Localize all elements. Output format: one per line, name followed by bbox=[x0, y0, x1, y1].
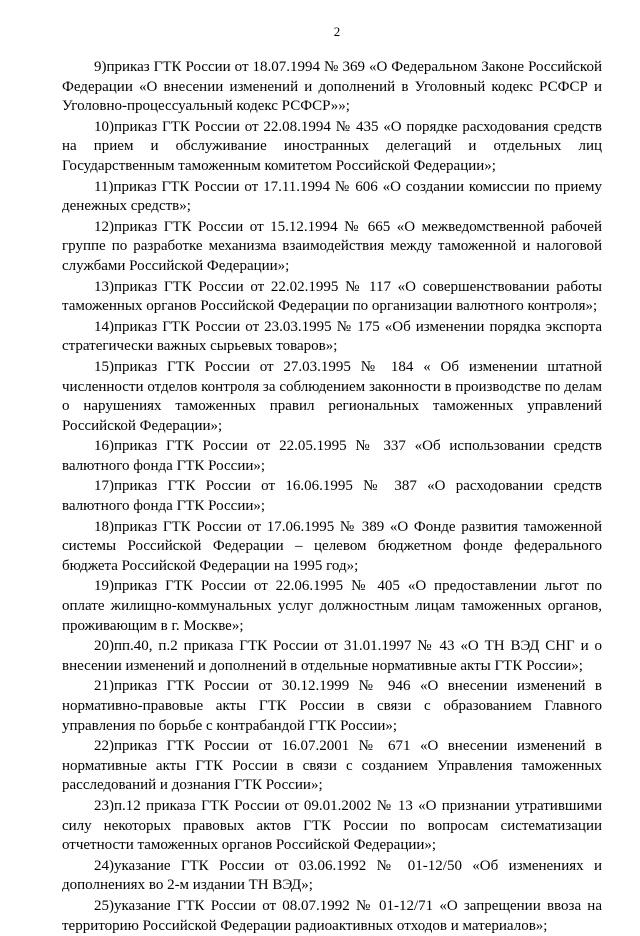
list-item: 17)приказ ГТК России от 16.06.1995 № 387 «О расходовании средств валютного фонда ГТК России»; bbox=[62, 478, 602, 515]
list-item: 14)приказ ГТК России от 23.03.1995 № 175 «Об изменении порядка экспорта стратегически важных сырьевых товаров»; bbox=[62, 318, 602, 355]
list-item: 20)пп.40, п.2 приказа ГТК России от 31.01.1997 № 43 «О ТН ВЭД СНГ и о внесении изменений и дополнений в отдельные нормативные акты ГТК России»; bbox=[62, 638, 602, 674]
list-item: 22)приказ ГТК России от 16.07.2001 № 671 «О внесении изменений в нормативные акты ГТК России в связи с созданием Управления таможенных расследований и дознания ГТК России»; bbox=[62, 738, 602, 794]
list-item: 12)приказ ГТК России от 15.12.1994 № 665 «О межведомственной рабочей группе по разработке механизма взаимодействия между таможенной и налоговой службами Российской Федерации»; bbox=[62, 218, 602, 274]
list-item: 23)п.12 приказа ГТК России от 09.01.2002 № 13 «О признании утратившими силу некоторых правовых актов ГТК России по вопросам систематизации отчетности таможенных органов Российской Федерации»; bbox=[62, 797, 602, 854]
list-item: 19)приказ ГТК России от 22.06.1995 № 405 «О предоставлении льгот по оплате жилищно-коммунальных услуг должностным лицам таможенных органов, проживающим в г. Москве»; bbox=[62, 578, 602, 634]
list-item: 21)приказ ГТК России от 30.12.1999 № 946 «О внесении изменений в нормативно-правовые акты ГТК России в связи с образованием Главного управления по борьбе с контрабандой ГТК России»; bbox=[62, 678, 602, 734]
list-item: 10)приказ ГТК России от 22.08.1994 № 435 «О порядке расходования средств на прием и обслуживание иностранных делегаций и отдельных лиц Государственным таможенным комитетом Российской Федерации»; bbox=[62, 118, 602, 174]
list-item: 9)приказ ГТК России от 18.07.1994 № 369 «О Федеральном Законе Российской Федерации «О внесении изменений и дополнений в Уголовный кодекс РСФСР и Уголовно-процессуальный кодекс РСФСР»»; bbox=[62, 59, 602, 115]
document-item-list bbox=[62, 58, 602, 936]
list-item: 15)приказ ГТК России от 27.03.1995 № 184 « Об изменении штатной численности отделов контроля за соблюдением законности в производстве по делам о нарушениях таможенных правил региональных таможенных управлений Российской Федерации»; bbox=[62, 358, 602, 434]
list-item: 16)приказ ГТК России от 22.05.1995 № 337 «Об использовании средств валютного фонда ГТК России»; bbox=[62, 438, 602, 474]
list-item: 24)указание ГТК России от 03.06.1992 № 01-12/50 «Об изменениях и дополнениях во 2-м издании ТН ВЭД»; bbox=[62, 857, 602, 894]
list-item: 25)указание ГТК России от 08.07.1992 № 01-12/71 «О запрещении ввоза на территорию Российской Федерации радиоактивных отходов и материалов»; bbox=[62, 897, 602, 934]
page-number: 2 bbox=[333, 24, 341, 39]
list-item: 18)приказ ГТК России от 17.06.1995 № 389 «О Фонде развития таможенной системы Российской Федерации – целевом бюджетном фонде федерального бюджета Российской Федерации на 1995 год»; bbox=[62, 518, 602, 574]
list-item: 11)приказ ГТК России от 17.11.1994 № 606 «О создании комиссии по приему денежных средств»; bbox=[62, 178, 602, 215]
list-item: 13)приказ ГТК России от 22.02.1995 № 117 «О совершенствовании работы таможенных органов Российской Федерации по организации валютного контроля»; bbox=[62, 278, 602, 315]
